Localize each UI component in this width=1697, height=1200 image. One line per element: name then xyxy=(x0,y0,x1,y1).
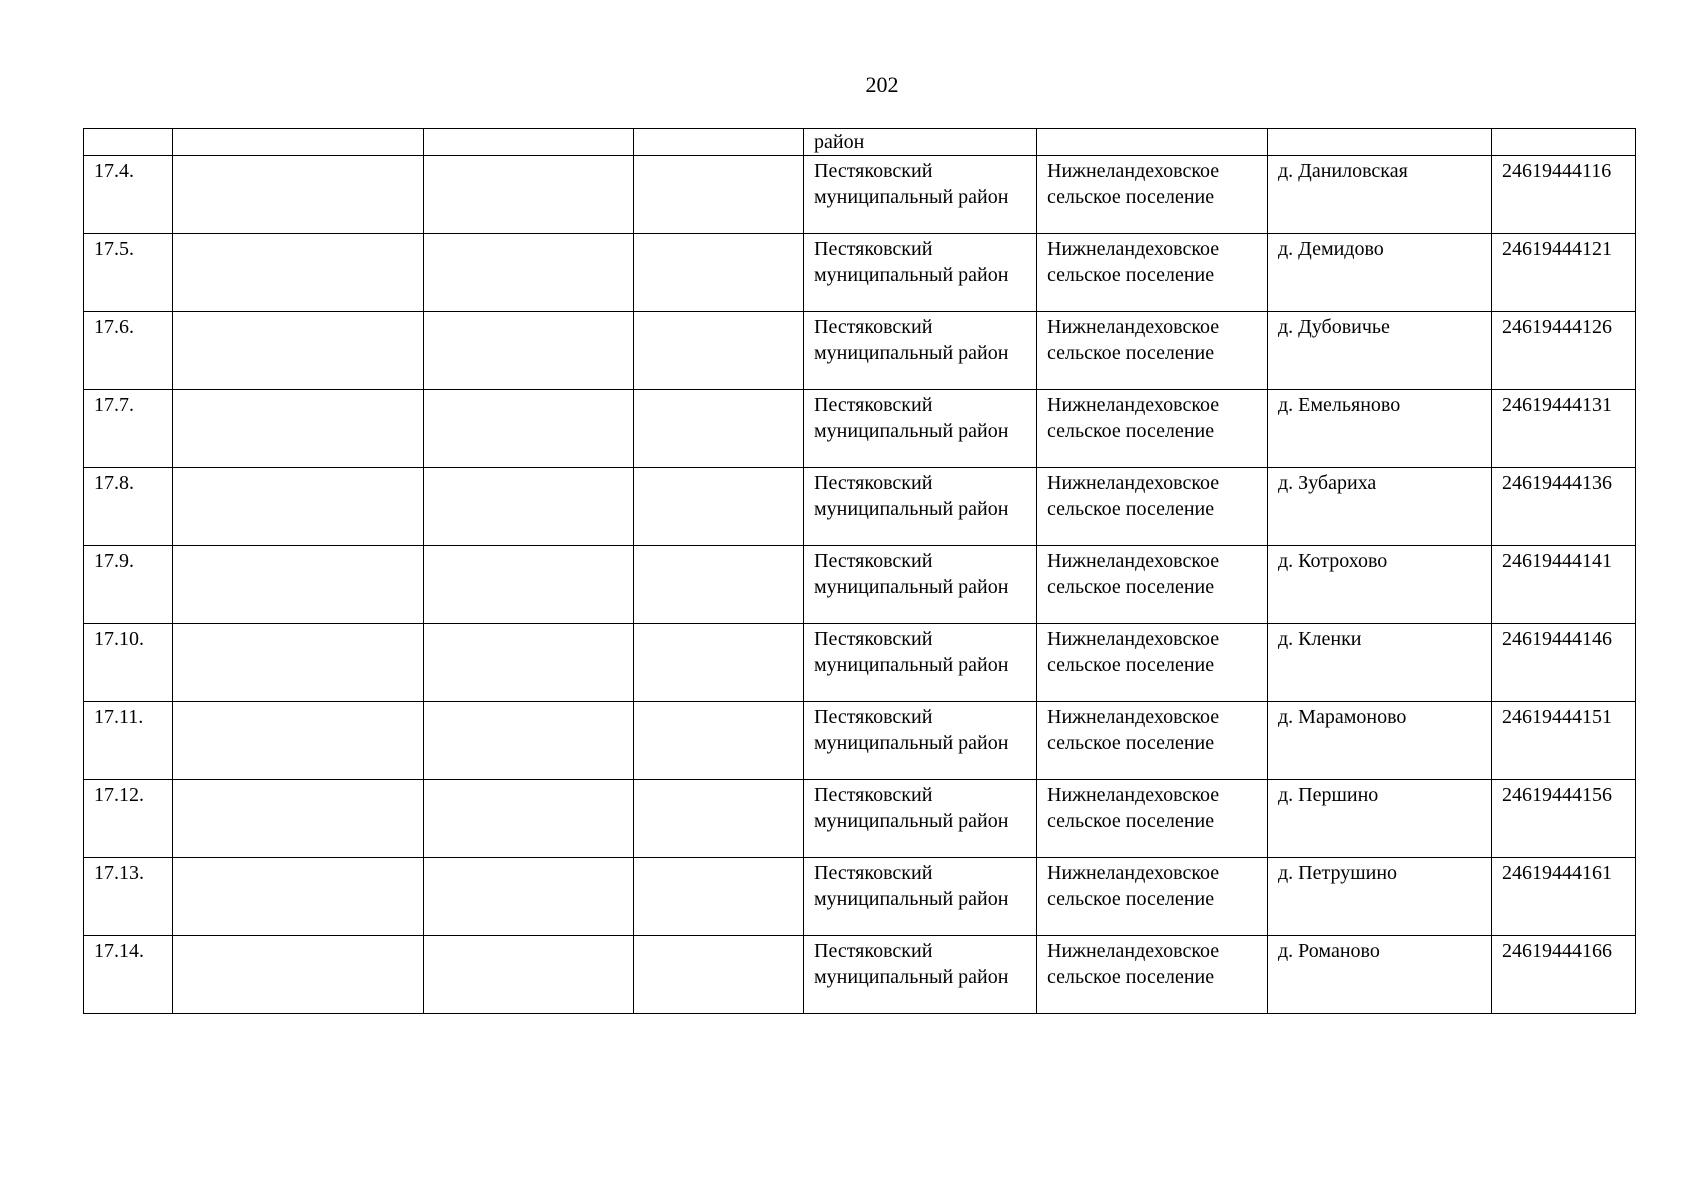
table-row xyxy=(84,312,1636,390)
cell-empty xyxy=(173,546,424,624)
cell-locality: д. Дубовичье xyxy=(1268,312,1492,390)
cell-empty xyxy=(424,390,634,468)
cell-empty xyxy=(173,702,424,780)
cell-settlement: Нижнеландеховское сельское поселение xyxy=(1037,312,1268,390)
cell-locality: д. Котрохово xyxy=(1268,546,1492,624)
cell-district: Пестяковский муниципальный район xyxy=(804,858,1037,936)
table-row xyxy=(84,936,1636,1014)
cell-code: 24619444146 xyxy=(1492,624,1636,702)
table-row xyxy=(84,390,1636,468)
table-row xyxy=(84,468,1636,546)
cell-district: Пестяковский муниципальный район xyxy=(804,312,1037,390)
table-row xyxy=(84,702,1636,780)
cell-empty xyxy=(424,702,634,780)
cell-settlement: Нижнеландеховское сельское поселение xyxy=(1037,468,1268,546)
cell-number: 17.12. xyxy=(84,780,173,858)
table-row xyxy=(84,780,1636,858)
cell-locality: д. Петрушино xyxy=(1268,858,1492,936)
cell-empty xyxy=(173,468,424,546)
cell-locality: д. Марамоново xyxy=(1268,702,1492,780)
cell-empty xyxy=(424,129,634,156)
cell-district: район xyxy=(804,129,1037,156)
cell-settlement xyxy=(1037,129,1268,156)
cell-empty xyxy=(634,936,804,1014)
cell-empty xyxy=(173,129,424,156)
cell-number: 17.14. xyxy=(84,936,173,1014)
cell-settlement: Нижнеландеховское сельское поселение xyxy=(1037,156,1268,234)
cell-settlement: Нижнеландеховское сельское поселение xyxy=(1037,858,1268,936)
cell-district: Пестяковский муниципальный район xyxy=(804,702,1037,780)
cell-code: 24619444166 xyxy=(1492,936,1636,1014)
cell-empty xyxy=(173,234,424,312)
cell-empty xyxy=(424,624,634,702)
cell-empty xyxy=(634,390,804,468)
cell-locality: д. Кленки xyxy=(1268,624,1492,702)
cell-locality: д. Даниловская xyxy=(1268,156,1492,234)
cell-locality xyxy=(1268,129,1492,156)
cell-empty xyxy=(173,936,424,1014)
cell-locality: д. Першино xyxy=(1268,780,1492,858)
cell-number: 17.7. xyxy=(84,390,173,468)
cell-locality: д. Емельяново xyxy=(1268,390,1492,468)
table-row xyxy=(84,156,1636,234)
cell-empty xyxy=(634,468,804,546)
cell-empty xyxy=(424,780,634,858)
cell-empty xyxy=(424,234,634,312)
table-row xyxy=(84,858,1636,936)
table-row xyxy=(84,234,1636,312)
cell-empty xyxy=(424,468,634,546)
table-row xyxy=(84,546,1636,624)
cell-code xyxy=(1492,129,1636,156)
cell-code: 24619444116 xyxy=(1492,156,1636,234)
cell-district: Пестяковский муниципальный район xyxy=(804,468,1037,546)
cell-district: Пестяковский муниципальный район xyxy=(804,936,1037,1014)
cell-empty xyxy=(424,156,634,234)
cell-settlement: Нижнеландеховское сельское поселение xyxy=(1037,390,1268,468)
cell-code: 24619444161 xyxy=(1492,858,1636,936)
cell-code: 24619444136 xyxy=(1492,468,1636,546)
cell-locality: д. Зубариха xyxy=(1268,468,1492,546)
cell-number: 17.10. xyxy=(84,624,173,702)
cell-code: 24619444131 xyxy=(1492,390,1636,468)
cell-locality: д. Демидово xyxy=(1268,234,1492,312)
page-number: 202 xyxy=(865,72,899,97)
cell-empty xyxy=(173,312,424,390)
cell-settlement: Нижнеландеховское сельское поселение xyxy=(1037,624,1268,702)
cell-empty xyxy=(634,234,804,312)
cell-locality: д. Романово xyxy=(1268,936,1492,1014)
cell-code: 24619444156 xyxy=(1492,780,1636,858)
cell-empty xyxy=(173,156,424,234)
cell-empty xyxy=(173,858,424,936)
cell-code: 24619444121 xyxy=(1492,234,1636,312)
cell-number: 17.5. xyxy=(84,234,173,312)
cell-code: 24619444126 xyxy=(1492,312,1636,390)
cell-number: 17.6. xyxy=(84,312,173,390)
cell-number: 17.9. xyxy=(84,546,173,624)
cell-settlement: Нижнеландеховское сельское поселение xyxy=(1037,936,1268,1014)
cell-empty xyxy=(424,858,634,936)
cell-empty xyxy=(634,546,804,624)
cell-number: 17.13. xyxy=(84,858,173,936)
cell-empty xyxy=(424,546,634,624)
cell-empty xyxy=(173,390,424,468)
cell-settlement: Нижнеландеховское сельское поселение xyxy=(1037,702,1268,780)
cell-number: 17.11. xyxy=(84,702,173,780)
cell-empty xyxy=(634,702,804,780)
cell-empty xyxy=(173,780,424,858)
cell-empty xyxy=(634,858,804,936)
cell-district: Пестяковский муниципальный район xyxy=(804,780,1037,858)
cell-district: Пестяковский муниципальный район xyxy=(804,156,1037,234)
cell-district: Пестяковский муниципальный район xyxy=(804,390,1037,468)
table-body xyxy=(84,129,1636,1014)
cell-number: 17.8. xyxy=(84,468,173,546)
cell-empty xyxy=(634,156,804,234)
cell-district: Пестяковский муниципальный район xyxy=(804,234,1037,312)
cell-settlement: Нижнеландеховское сельское поселение xyxy=(1037,234,1268,312)
cell-number: 17.4. xyxy=(84,156,173,234)
cell-empty xyxy=(634,312,804,390)
cell-empty xyxy=(634,624,804,702)
localities-table xyxy=(83,128,1636,1014)
cell-district: Пестяковский муниципальный район xyxy=(804,624,1037,702)
cell-empty xyxy=(634,129,804,156)
cell-empty xyxy=(424,312,634,390)
cell-settlement: Нижнеландеховское сельское поселение xyxy=(1037,780,1268,858)
cell-code: 24619444151 xyxy=(1492,702,1636,780)
cell-district: Пестяковский муниципальный район xyxy=(804,546,1037,624)
cell-settlement: Нижнеландеховское сельское поселение xyxy=(1037,546,1268,624)
cell-empty xyxy=(173,624,424,702)
cell-empty xyxy=(424,936,634,1014)
cell-code: 24619444141 xyxy=(1492,546,1636,624)
cell-number xyxy=(84,129,173,156)
cell-empty xyxy=(634,780,804,858)
table-row-continuation xyxy=(84,129,1636,156)
table-row xyxy=(84,624,1636,702)
